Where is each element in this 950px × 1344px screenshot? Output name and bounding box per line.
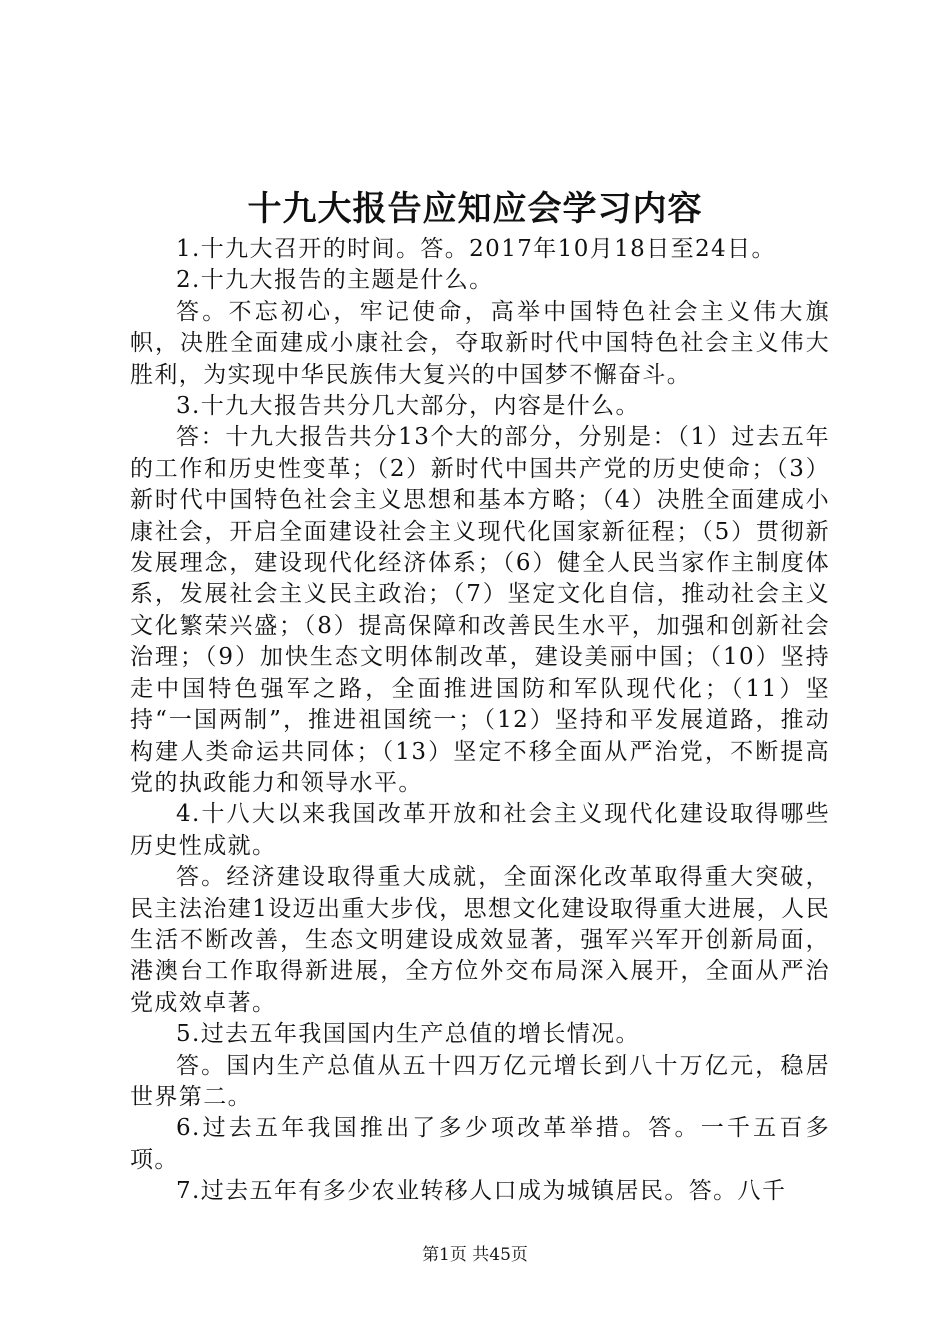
page-number-footer: 第1页 共45页 xyxy=(422,1245,528,1265)
paragraph: 7.过去五年有多少农业转移人口成为城镇居民。答。八千 xyxy=(176,1178,787,1205)
document-body xyxy=(130,234,830,1208)
paragraph: 4.十八大以来我国改革开放和社会主义现代化建设取得哪些历史性成就。 xyxy=(130,801,830,859)
paragraph: 6.过去五年我国推出了多少项改革举措。答。一千五百多项。 xyxy=(130,1115,830,1173)
paragraph: 答：十九大报告共分13个大的部分，分别是：（1）过去五年的工作和历史性变革；（2）新时代中国共产党的历史使命；（3）新时代中国特色社会主义思想和基本方略；（4）决胜全面建成小康社会，开启全面建设社会主义现代化国家新征程；（5）贯彻新发展理念，建设现代化经济体系；（6）健全人民当家作主制度体系，发展社会主义民主政治；（7）坚定文化自信，推动社会主义文化繁荣兴盛；（8）提高保障和改善民生水平，加强和创新社会治理；（9）加快生态文明体制改革，建设美丽中国；（10）坚持走中国特色强军之路，全面推进国防和军队现代化；（11）坚持“一国两制”，推进祖国统一；（12）坚持和平发展道路，推动构建人类命运共同体；（13）坚定不移全面从严治党，不断提高党的执政能力和领导水平。 xyxy=(130,424,830,796)
paragraph: 5.过去五年我国国内生产总值的增长情况。 xyxy=(176,1021,640,1048)
paragraph: 2.十九大报告的主题是什么。 xyxy=(176,267,494,294)
paragraph: 1.十九大召开的时间。答。2017年10月18日至24日。 xyxy=(176,236,776,262)
paragraph: 3.十九大报告共分几大部分，内容是什么。 xyxy=(176,393,640,420)
paragraph: 答。不忘初心，牢记使命，高举中国特色社会主义伟大旗 帜，决胜全面建成小康社会，夺取新时代中国特色社会主义伟大胜利，为实现中华民族伟大复兴的中国梦不懈奋斗。 xyxy=(130,298,830,388)
paragraph: 答。国内生产总值从五十四万亿元增长到八十万亿元，稳居世界第二。 xyxy=(130,1052,830,1110)
paragraph: 答。经济建设取得重大成就，全面深化改革取得重大突破，民主法治建1设迈出重大步伐，思想文化建设取得重大进展，人民生活不断改善，生态文明建设成效显著，强军兴军开创新局面，港澳台工作取得新进展，全方位外交布局深入展开，全面从严治党成效卓著。 xyxy=(130,864,830,1016)
document-title: 十九大报告应知应会学习内容 xyxy=(247,189,703,229)
